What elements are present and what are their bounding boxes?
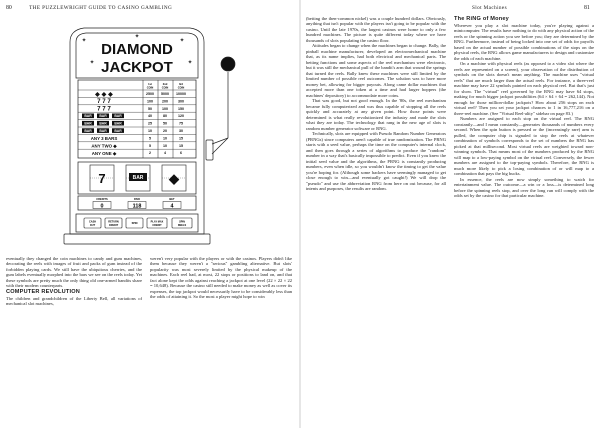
left-col1-text2: The children and grandchildren of the Liberty Bell, all variations of mechanical slot machines, (6, 295, 142, 307)
meter-label: PAID (133, 198, 141, 201)
paytable-symbols: BAR (84, 121, 92, 126)
right-column-1 (306, 16, 446, 424)
paytable-symbols: BAR (84, 128, 92, 133)
paytable-pay-value: 4 (164, 151, 166, 156)
machine-button-label: PLAY MAX (150, 220, 164, 224)
paytable-symbols: BAR (114, 114, 122, 118)
meter-label: BET (169, 198, 175, 201)
paytable-pay-value: 15 (179, 143, 183, 148)
meter-value: 0 (100, 203, 104, 210)
left-col2-text: weren't very popular with the players or with the casinos. Players didn't like them because they weren't a "serious" gambling alternative. But slots' popularity was most severely limited by the physical makeup of the machines. Each reel had, at most, 22 stops or positions to land on, and that fact alone kept the odds against reaching a jackpot at one level (22 × 22 × 22 = 10,648). Because the casino still needed to make money as well as cover its expenses, the top jackpot would necessarily have to be considerably less than the odds of attaining it. So the most a player might hope to win (150, 256, 292, 300)
reel-window (90, 165, 186, 191)
paytable-pay-value: 75 (179, 121, 183, 126)
reel-symbol: BAR (132, 175, 144, 182)
right-page (302, 0, 600, 428)
paytable-symbols: BAR (114, 121, 122, 126)
paytable-pay-value: 30 (179, 129, 183, 133)
sparkle-icon: ✦ (89, 60, 95, 66)
paytable-pay-value: 80 (163, 114, 167, 119)
paytable-pay-value: 2 (149, 151, 151, 156)
sparkle-icon: ✦ (81, 38, 87, 44)
paytable-col-header: 3rd (178, 83, 184, 86)
paytable-pay-value: 50 (163, 121, 167, 126)
paytable-pay-value: 20 (163, 129, 167, 133)
sparkle-icon: ✦ (179, 38, 185, 44)
right-col2-para-4: In essence, the reels are now simply something to watch for entertainment value. The outcome—a win or a loss—is determined long before the spinning reels stop, and over the long run will comply with the odds set by the casino for that particular machine. (454, 176, 594, 199)
machine-button-label: SPIN (179, 220, 185, 224)
page-gutter (299, 0, 301, 428)
paytable-symbols: BAR (99, 121, 107, 126)
paytable-pay-value: 5000 (161, 92, 169, 96)
paytable-pay-value: 200 (162, 99, 168, 104)
paytable-symbols: BAR (84, 114, 92, 118)
paytable-pay-value: 5 (149, 143, 151, 148)
paytable-pay-value: 150 (178, 106, 184, 111)
meter-label: CREDITS (96, 198, 108, 201)
right-col2-para-3: Numbers are assigned to each stop on the virtual reel. The RNG constantly—and I mean constantly—generates thousands of numbers every second. When the spin button is pressed or the (increasingly rare) arm is pulled, the computer chip is signaled to stop the reels at whatever combination of symbols corresponds to the set of numbers the RNG has picked at that millisecond. Most virtual reels are weighted toward non-winning symbols. That means most of the numbers produced by the RNG will map to a low-paying symbol on the virtual reel. Conversely, the fewer numbers are assigned to the top-paying symbols. Therefore, the RNG is much more likely to pick a losing combination of or will map to a combination that pays the big bucks. (454, 116, 594, 177)
paytable (78, 80, 196, 158)
right-page-number: 81 (584, 5, 590, 11)
paytable-pay-value: 25 (148, 121, 152, 126)
left-column-1 (6, 256, 142, 422)
paytable-symbols: ANY ONE ◆ (91, 151, 117, 156)
machine-button-label: CREDIT (108, 223, 119, 227)
left-column-2 (150, 256, 292, 422)
paytable-col-header: COIN (161, 86, 169, 90)
left-running-header (6, 5, 172, 11)
right-col1-para-4: Technically, slots are equipped with Pseudo Random Number Generators (PRNGs) since computers aren't capable of true randomization. The PRNG starts with a seed value, perhaps the time on the computer's internal clock, and then goes through a series of algorithms to produce the "random" number in a way that's basically impossible to predict. Even if you knew the initial seed value and the algorithms, the PRNG is constantly producing numbers, even when idle, so you wouldn't know the timing to get the value you're hoping for. (Although some hackers have seemingly managed to get close enough to win—and eventually got caught!) We will drop the "pseudo" and use the abbreviation RNG from here on out because, for all intents and purposes, the results are random. (306, 131, 446, 192)
machine-button-label: OUT (89, 223, 96, 227)
machine-title-line2: JACKPOT (101, 59, 173, 76)
paytable-pay-value: 10000 (176, 92, 186, 96)
right-running-head: Slot Machines (472, 5, 508, 11)
reel-symbol: ◆ (169, 171, 179, 186)
section-heading-ring-of-money: The RiNG of Money (454, 16, 509, 22)
paytable-symbols: ◆ ◆ ◆ (95, 90, 113, 98)
paytable-pay-value: 100 (147, 99, 153, 104)
machine-button-label: CASH (88, 220, 97, 224)
left-page (0, 0, 298, 428)
paytable-pay-value: 10 (163, 143, 167, 148)
right-col2-para-2: On a machine with physical reels (as opposed to a video slot where the reels are represented on a screen), your observation of the distribution of symbols on the slots doesn't mean anything. The machine uses "virtual reels" that are much larger than the actual reels. For instance, a three-reel machine may have 22 symbols painted on each physical reel. But that's just for show. The "virtual" reel governed by the RNG may have 64 stops, making for much bigger jackpot possibilities (64 × 64 × 64 = 262,144). Not enough for those million-dollar jackpots? How about 256 stops on each virtual reel? Then you set your jackpot chances to 1 in 16,777,216 on a three-reel machine. (See "Virtual Reel-ality" sidebar on page 83.) (454, 61, 594, 116)
paytable-pay-value: 40 (148, 114, 152, 119)
meter-value: 118 (132, 203, 142, 210)
paytable-col-header: COIN (146, 86, 154, 90)
machine-button-label: REELS (177, 223, 187, 227)
meter-panel (93, 197, 181, 209)
left-page-number: 80 (6, 5, 12, 11)
right-column-2 (454, 16, 594, 424)
right-col2-para-1: Wherever you play a slot machine today, you're playing against a minicomputer. The results have nothing to do with any physical action of the reels or the spinning action you see before you; they are determined by the RNG. Furthermore, instead of being locked into one set of odds for payoffs based on the actual number of possible combinations of the stops on the physical reels, the RNG allows game manufacturers to design and customize the odds of each machine. (454, 23, 594, 61)
machine-button-label: RETURN (108, 220, 119, 224)
paytable-symbols: BAR (99, 128, 107, 133)
meter-value: 4 (170, 203, 174, 210)
right-col1-para-3: That was good, but not good enough. In the '80s, the reel mechanism became fully computerized and was thus capable of stopping all the reels quickly and accurately at any given point. How those points were determined is what really revolutionized the industry and made the slots what they are today. The technology that rang in the new age of slots is random number generator software or RNG. (306, 98, 446, 131)
paytable-pay-value: 15 (179, 136, 183, 141)
paytable-col-header: COIN (177, 86, 185, 90)
left-running-head: THE PUZZLEWRIGHT GUIDE TO CASINO GAMBLING (29, 5, 173, 11)
right-col1-para-2: Attitudes began to change when the machines began to change. Bally, the pinball machine manufacturer, developed an electromechanical machine that, as its name implies, had both electrical and mechanical parts. The betting functions and some aspects of the reel mechanism were electronic, but it was still the mechanical pull of the bandit's arm that wound the springs that turned the reels. Bally knew these machines were still limited by the limited number of possible reel outcomes. The solution was to have more money bet, allowing for bigger payouts. Along came dollar machines that accepted more than one token at a time and had larger hoppers (the machines' depository) to accommodate more coins. (306, 43, 446, 98)
sparkle-icon: ✦ (187, 60, 193, 66)
paytable-pay-value: 10 (163, 136, 167, 141)
paytable-pay-value: 100 (162, 106, 168, 111)
machine-button-label: SPIN (131, 222, 138, 225)
paytable-symbols: 7 7 7 (97, 105, 111, 113)
paytable-col-header: 2nd (162, 83, 168, 86)
paytable-pay-value: 300 (178, 99, 184, 104)
machine-title-line1: DIAMOND (101, 41, 173, 58)
paytable-symbols: BAR (99, 114, 107, 118)
paytable-pay-value: 120 (178, 114, 184, 119)
machine-button-label: CREDIT (152, 223, 162, 227)
paytable-pay-value: 6 (180, 151, 182, 156)
paytable-symbols: 7 7 7 (97, 98, 111, 106)
section-heading-computer-revolution: COMPUTER REVOLUTION (6, 288, 81, 295)
slot-machine-illustration (40, 20, 258, 252)
paytable-pay-value: 2500 (146, 92, 154, 96)
paytable-pay-value: 10 (148, 129, 152, 133)
paytable-pay-value: 50 (148, 106, 152, 111)
paytable-pay-value: 5 (149, 136, 151, 141)
sparkle-icon: ✦ (134, 34, 140, 40)
button-panel (84, 218, 192, 228)
paytable-symbols: ANY TWO ◆ (91, 143, 117, 149)
paytable-symbols: BAR (114, 128, 122, 133)
left-col1-text: eventually they changed the coin machines to candy and gum machines, decorating the reels with images of fruit and packs of gum instead of the forbidden playing cards. We still have the ubiquitous cherries, and the gum labels eventually morphed into the bars we see on the reels today. Yet these symbols are pretty much the only thing old one-armed bandits share with their modern counterparts. (6, 256, 142, 289)
paytable-col-header: 1st (148, 83, 152, 86)
reel-symbol: 7 (98, 171, 106, 186)
paytable-symbols: ANY 3 BARS (90, 136, 118, 142)
right-col1-para-1: (betting the then-common nickel) was a couple hundred dollars. Obviously, anything that isn't popular with the players isn't going to be popular with the casino. Until the late 1970s, the largest casinos were home to only a few hundred machines. The picture is quite different today where we have thousands of slots populating the casino floor. (306, 16, 446, 43)
